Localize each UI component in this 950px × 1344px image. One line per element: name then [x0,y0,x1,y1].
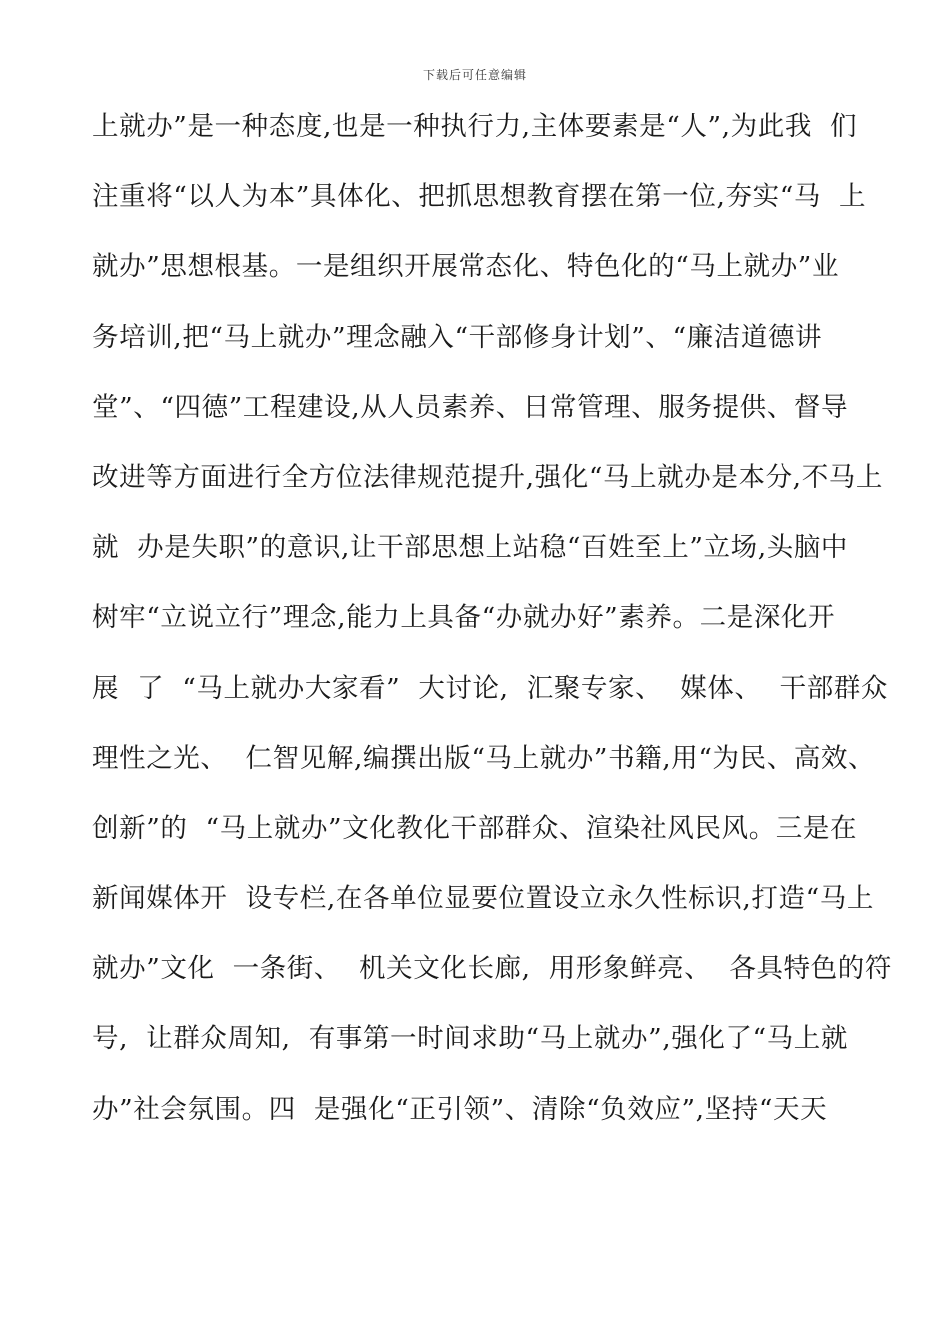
text-line: 树牢“立说立行”理念,能力上具备“办就办好”素养。二是深化开 [92,602,836,634]
text-line: 展 了 “马上就办大家看” 大讨论, 汇聚专家、 媒体、 干部群众 [92,672,889,704]
text-line: 注重将“以人为本”具体化、把抓思想教育摆在第一位,夯实“马 上 [92,181,867,213]
text-line: 新闻媒体开 设专栏,在各单位显要位置设立永久性标识,打造“马上 [92,883,874,915]
text-line: 号, 让群众周知, 有事第一时间求助“马上就办”,强化了“马上就 [92,1023,849,1055]
text-line: 改进等方面进行全方位法律规范提升,强化“马上就办是本分,不马上 [92,461,883,493]
text-line: 就办”思想根基。一是组织开展常态化、特色化的“马上就办”业 [92,251,840,283]
page-header: 下载后可任意编辑 [422,68,527,82]
text-line: 就 办是失职”的意识,让干部思想上站稳“百姓至上”立场,头脑中 [92,532,849,564]
text-line: 理性之光、 仁智见解,编撰出版“马上就办”书籍,用“为民、高效、 [92,742,876,774]
text-line: 堂”、“四德”工程建设,从人员素养、日常管理、服务提供、督导 [92,391,849,423]
text-line: 办”社会氛围。四 是强化“正引领”、清除“负效应”,坚持“天天 [92,1093,828,1125]
text-line: 上就办”是一种态度,也是一种执行力,主体要素是“人”,为此我 们 [92,111,858,142]
body-text [92,100,892,1153]
text-line: 就办”文化 一条街、 机关文化长廊, 用形象鲜亮、 各具特色的符 [92,953,892,985]
text-line: 创新”的 “马上就办”文化教化干部群众、渲染社风民风。三是在 [92,812,858,844]
text-line: 务培训,把“马上就办”理念融入“干部修身计划”、“廉洁道德讲 [92,321,823,353]
